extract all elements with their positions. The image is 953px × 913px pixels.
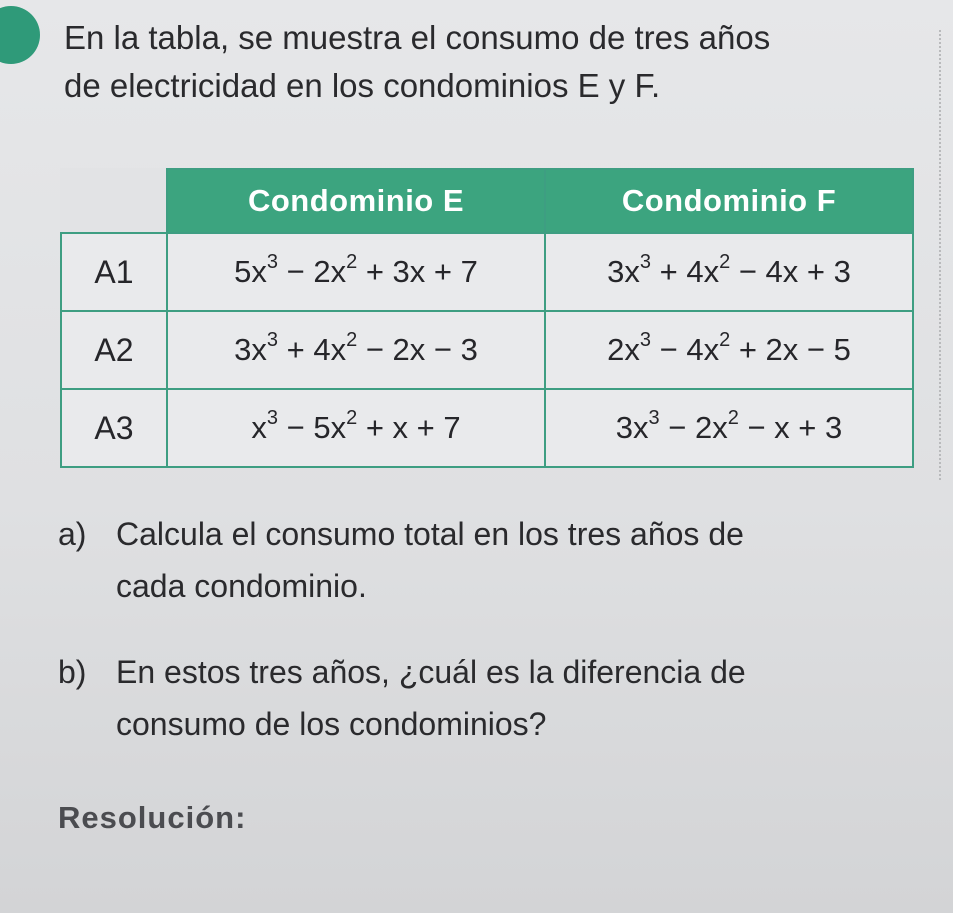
row-label: A1 bbox=[61, 233, 167, 311]
question-a bbox=[58, 508, 928, 612]
resolucion-heading: Resolución: bbox=[58, 800, 247, 835]
cell-condominio-e bbox=[167, 389, 545, 467]
question-b-marker: b) bbox=[58, 654, 87, 690]
row-label: A3 bbox=[61, 389, 167, 467]
header-condominio-e: Condominio E bbox=[167, 169, 545, 233]
polynomial-term: + x + 7 bbox=[357, 410, 461, 445]
intro-text bbox=[64, 14, 914, 110]
green-bullet-icon bbox=[0, 6, 40, 64]
polynomial-term: − x + 3 bbox=[738, 410, 843, 445]
polynomial-term: − 4x + 3 bbox=[730, 254, 851, 289]
polynomial-term: + 4x bbox=[278, 332, 347, 367]
intro-line-2: de electricidad en los condominios E y F. bbox=[64, 67, 661, 104]
margin-guide bbox=[939, 30, 941, 480]
exponent: 2 bbox=[727, 407, 739, 429]
exponent: 3 bbox=[266, 251, 279, 273]
cell-condominio-f bbox=[545, 233, 913, 311]
cell-condominio-f bbox=[545, 311, 913, 389]
exponent: 2 bbox=[346, 329, 358, 351]
polynomial-term: − 5x bbox=[278, 410, 347, 445]
exponent: 2 bbox=[346, 407, 358, 429]
polynomial-term: 2x bbox=[607, 332, 640, 367]
polynomial-term: 5x bbox=[234, 254, 267, 289]
polynomial-term: + 2x − 5 bbox=[730, 332, 851, 367]
exponent: 3 bbox=[639, 251, 652, 273]
cell-condominio-e bbox=[167, 233, 545, 311]
question-a-marker: a) bbox=[58, 516, 87, 552]
exponent: 3 bbox=[648, 407, 660, 429]
intro-line-1: En la tabla, se muestra el consumo de tres años bbox=[64, 19, 771, 56]
header-condominio-f: Condominio F bbox=[545, 169, 913, 233]
polynomial-term: + 3x + 7 bbox=[357, 254, 478, 289]
table-row bbox=[61, 311, 913, 389]
row-label: A2 bbox=[61, 311, 167, 389]
exponent: 2 bbox=[346, 251, 358, 273]
question-b bbox=[58, 646, 928, 750]
polynomial-term: 3x bbox=[234, 332, 267, 367]
table-row bbox=[61, 233, 913, 311]
consumption-table bbox=[60, 168, 914, 468]
table-header-row bbox=[61, 169, 913, 233]
polynomial-term: − 2x − 3 bbox=[357, 332, 478, 367]
exponent: 2 bbox=[719, 329, 731, 351]
question-a-line-1: Calcula el consumo total en los tres años de bbox=[116, 516, 744, 552]
polynomial-term: + 4x bbox=[651, 254, 720, 289]
cell-condominio-f bbox=[545, 389, 913, 467]
table-row bbox=[61, 389, 913, 467]
exponent: 3 bbox=[266, 407, 278, 429]
exponent: 2 bbox=[719, 251, 731, 273]
question-a-line-2: cada condominio. bbox=[116, 568, 367, 604]
question-b-line-1: En estos tres años, ¿cuál es la diferencia de bbox=[116, 654, 746, 690]
polynomial-term: 3x bbox=[615, 410, 649, 445]
polynomial-term: 3x bbox=[607, 254, 640, 289]
exponent: 3 bbox=[266, 329, 279, 351]
polynomial-term: − 2x bbox=[659, 410, 728, 445]
polynomial-term: − 2x bbox=[278, 254, 347, 289]
cell-condominio-e bbox=[167, 311, 545, 389]
polynomial-term: − 4x bbox=[651, 332, 720, 367]
polynomial-term: x bbox=[251, 410, 267, 445]
question-b-line-2: consumo de los condominios? bbox=[116, 706, 547, 742]
exponent: 3 bbox=[639, 329, 652, 351]
header-corner bbox=[61, 169, 167, 233]
